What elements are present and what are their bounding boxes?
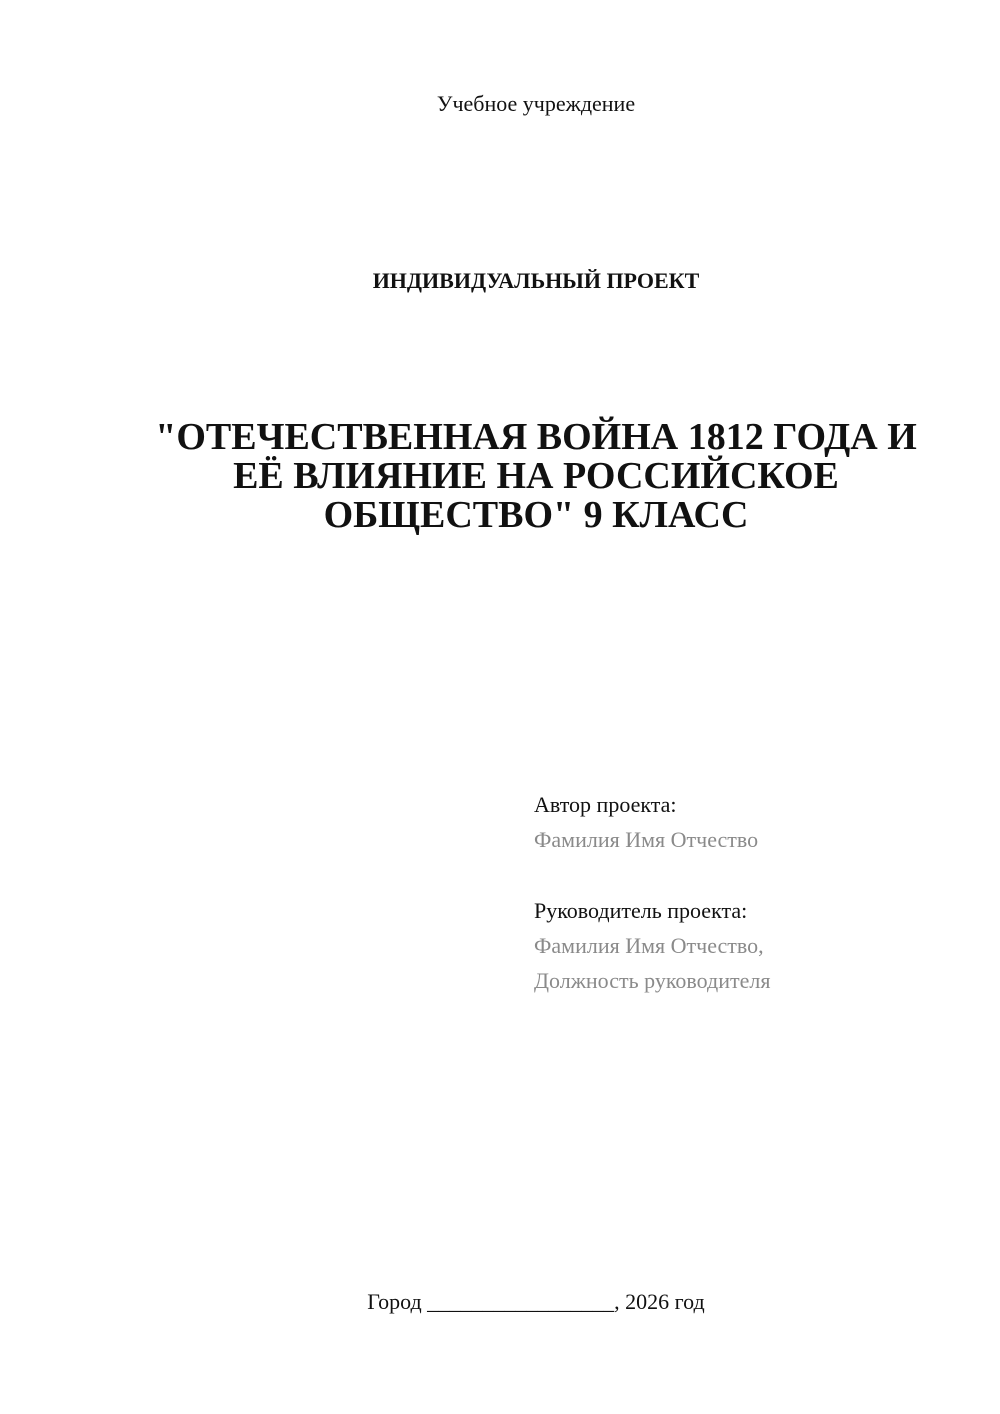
author-name: Фамилия Имя Отчество (534, 827, 759, 852)
supervisor-block (534, 893, 974, 998)
project-type-heading: ИНДИВИДУАЛЬНЫЙ ПРОЕКТ (372, 268, 700, 293)
project-title-line-3: ОБЩЕСТВО" 9 КЛАСС (323, 494, 749, 536)
supervisor-name: Фамилия Имя Отчество, (534, 933, 764, 958)
institution-name: Учебное учреждение (436, 91, 636, 116)
city-label: Город (367, 1289, 422, 1314)
supervisor-label: Руководитель проекта: (534, 898, 748, 923)
project-title-line-1: "ОТЕЧЕСТВЕННАЯ ВОЙНА 1812 ГОДА И (155, 416, 917, 458)
author-block (534, 787, 974, 857)
supervisor-position: Должность руководителя (534, 968, 771, 993)
year-text: , 2026 год (614, 1289, 705, 1314)
city-blank: _________________ (427, 1289, 615, 1314)
author-label: Автор проекта: (534, 792, 677, 817)
project-title-line-2: ЕЁ ВЛИЯНИЕ НА РОССИЙСКОЕ (233, 455, 839, 497)
project-title (150, 418, 922, 535)
city-year-line (0, 1289, 1000, 1315)
